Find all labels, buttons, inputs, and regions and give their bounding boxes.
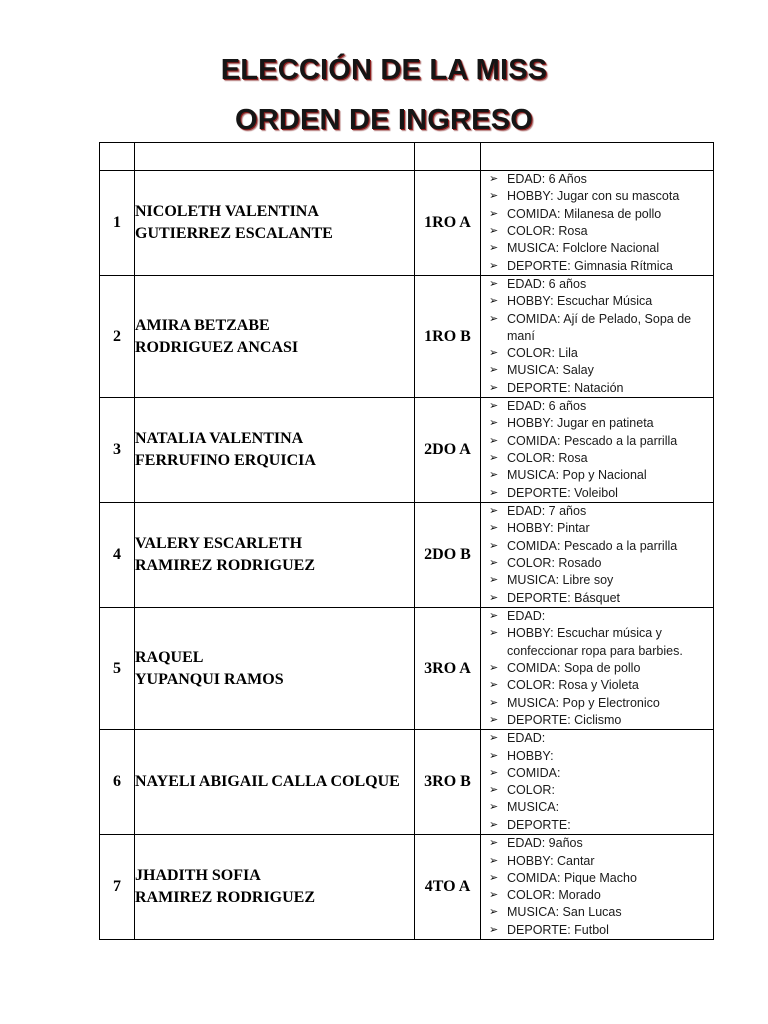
contestant-name (135, 835, 415, 940)
contestant-facts (481, 730, 714, 835)
list-item (489, 398, 713, 415)
fact-text: DEPORTE: Básquet (507, 590, 621, 605)
document-subtitle: ORDEN DE INGRESO (234, 104, 534, 136)
fact-text: EDAD: 6 años (507, 399, 587, 414)
table-row (100, 276, 714, 398)
facts-list (481, 171, 713, 275)
list-item (489, 572, 713, 589)
contestant-facts (481, 835, 714, 940)
list-item (489, 748, 713, 765)
contestant-grade: 2DO A (415, 398, 481, 503)
table-row (100, 608, 714, 730)
arrowhead-bullet-icon: ➢ (489, 190, 499, 203)
list-item (489, 345, 713, 362)
arrowhead-bullet-icon: ➢ (489, 312, 499, 325)
list-item (489, 853, 713, 870)
arrowhead-bullet-icon: ➢ (489, 400, 499, 413)
arrowhead-bullet-icon: ➢ (489, 225, 499, 237)
list-item (489, 276, 713, 293)
table-row (100, 835, 714, 940)
fact-text: COMIDA: Milanesa de pollo (507, 206, 662, 221)
contestant-name (135, 171, 415, 276)
arrowhead-bullet-icon: ➢ (489, 610, 499, 623)
arrowhead-bullet-icon: ➢ (489, 364, 499, 377)
contestant-grade: 1RO A (415, 171, 481, 276)
fact-text: COLOR: Rosa (507, 451, 588, 466)
list-item (489, 625, 713, 660)
fact-text: EDAD: 6 Años (507, 172, 587, 187)
fact-text: EDAD: (507, 609, 546, 624)
list-item (489, 362, 713, 379)
arrowhead-bullet-icon: ➢ (489, 381, 499, 394)
arrowhead-bullet-icon: ➢ (489, 696, 499, 709)
arrowhead-bullet-icon: ➢ (489, 574, 499, 587)
arrowhead-bullet-icon: ➢ (489, 417, 499, 430)
arrowhead-bullet-icon: ➢ (489, 452, 499, 465)
arrowhead-bullet-icon: ➢ (489, 906, 499, 919)
contestant-name-line2: RODRIGUEZ ANCASI (135, 338, 299, 356)
list-item (489, 887, 713, 904)
fact-text: COMIDA: Sopa de pollo (507, 660, 641, 675)
arrowhead-bullet-icon: ➢ (489, 679, 499, 692)
contestant-name-line1: NAYELI ABIGAIL CALLA COLQUE (135, 773, 400, 791)
contestant-table (99, 142, 714, 940)
arrowhead-bullet-icon: ➢ (489, 259, 499, 272)
row-number: 3 (100, 398, 135, 503)
list-item (489, 677, 713, 694)
list-item (489, 258, 713, 275)
contestant-name-line2: RAMIREZ RODRIGUEZ (135, 889, 316, 907)
fact-text: COLOR: Rosado (507, 556, 602, 571)
list-item (489, 660, 713, 677)
fact-text: DEPORTE: Futbol (507, 922, 609, 937)
facts-list (481, 503, 713, 607)
fact-text: MUSICA: Libre soy (507, 573, 614, 588)
list-item (489, 782, 713, 799)
list-item (489, 415, 713, 432)
arrowhead-bullet-icon: ➢ (489, 801, 499, 814)
list-item (489, 433, 713, 450)
contestant-facts (481, 398, 714, 503)
arrowhead-bullet-icon: ➢ (489, 486, 499, 499)
fact-text: HOBBY: Cantar (507, 853, 595, 868)
facts-list (481, 835, 713, 939)
table-header-row (100, 143, 714, 171)
facts-list (481, 276, 713, 397)
list-item (489, 240, 713, 257)
fact-text: COMIDA: (507, 765, 561, 780)
list-item (489, 450, 713, 467)
arrowhead-bullet-icon: ➢ (489, 837, 499, 850)
document-title: ELECCIÓN DE LA MISS (220, 54, 548, 86)
fact-text: COLOR: Morado (507, 888, 601, 903)
contestant-grade: 3RO A (415, 608, 481, 730)
fact-text: HOBBY: Jugar con su mascota (507, 189, 680, 204)
table-row (100, 171, 714, 276)
fact-text: COLOR: (507, 783, 555, 798)
fact-text: HOBBY: Pintar (507, 521, 590, 536)
arrowhead-bullet-icon: ➢ (489, 661, 499, 674)
fact-text: DEPORTE: Gimnasia Rítmica (507, 258, 673, 273)
fact-text: MUSICA: Pop y Electronico (507, 695, 660, 710)
list-item (489, 922, 713, 939)
arrowhead-bullet-icon: ➢ (489, 522, 499, 535)
list-item (489, 188, 713, 205)
contestant-grade: 1RO B (415, 276, 481, 398)
header-cell-number (100, 143, 135, 171)
arrowhead-bullet-icon: ➢ (489, 469, 499, 482)
list-item (489, 555, 713, 572)
list-item (489, 467, 713, 484)
fact-text: MUSICA: Pop y Nacional (507, 468, 647, 483)
contestant-grade: 3RO B (415, 730, 481, 835)
list-item (489, 311, 713, 346)
header-cell-info (481, 143, 714, 171)
list-item (489, 538, 713, 555)
list-item (489, 485, 713, 502)
list-item (489, 799, 713, 816)
fact-text: COMIDA: Pescado a la parrilla (507, 433, 678, 448)
list-item (489, 870, 713, 887)
list-item (489, 223, 713, 240)
list-item (489, 293, 713, 310)
list-item (489, 608, 713, 625)
contestant-name-line1: NICOLETH VALENTINA (135, 203, 319, 220)
list-item (489, 695, 713, 712)
arrowhead-bullet-icon: ➢ (489, 627, 499, 640)
table-row (100, 398, 714, 503)
row-number: 2 (100, 276, 135, 398)
contestant-name-line2: YUPANQUI RAMOS (135, 670, 284, 688)
fact-text: DEPORTE: Voleibol (507, 485, 618, 500)
fact-text: EDAD: 6 años (507, 277, 587, 291)
fact-text: MUSICA: Salay (507, 363, 594, 378)
fact-text: EDAD: 7 años (507, 504, 587, 519)
list-item (489, 590, 713, 607)
facts-list (481, 608, 713, 729)
contestant-name-line2: RAMIREZ RODRIGUEZ (135, 557, 316, 575)
list-item (489, 730, 713, 747)
contestant-grade: 2DO B (415, 503, 481, 608)
arrowhead-bullet-icon: ➢ (489, 591, 499, 604)
arrowhead-bullet-icon: ➢ (489, 173, 499, 186)
fact-text: HOBBY: Escuchar música y confeccionar ropa para barbies. (507, 626, 683, 658)
contestant-name-line1: VALERY ESCARLETH (135, 535, 303, 553)
contestant-name-line2: GUTIERREZ ESCALANTE (135, 225, 333, 242)
fact-text: COMIDA: Ají de Pelado, Sopa de maní (507, 311, 692, 343)
fact-text: EDAD: 9años (507, 836, 583, 851)
contestant-name (135, 276, 415, 398)
arrowhead-bullet-icon: ➢ (489, 347, 499, 360)
arrowhead-bullet-icon: ➢ (489, 295, 499, 308)
fact-text: MUSICA: Folclore Nacional (507, 241, 660, 256)
list-item (489, 835, 713, 852)
contestant-name-line1: AMIRA BETZABE (135, 316, 270, 334)
fact-text: DEPORTE: Ciclismo (507, 712, 622, 727)
facts-list (481, 730, 713, 834)
list-item (489, 171, 713, 188)
list-item (489, 520, 713, 537)
fact-text: MUSICA: (507, 800, 560, 815)
arrowhead-bullet-icon: ➢ (489, 713, 499, 726)
arrowhead-bullet-icon: ➢ (489, 871, 499, 884)
contestant-grade: 4TO A (415, 835, 481, 940)
fact-text: COLOR: Lila (507, 346, 578, 361)
row-number: 7 (100, 835, 135, 940)
list-item (489, 765, 713, 782)
fact-text: COLOR: Rosa (507, 224, 588, 238)
fact-text: HOBBY: Jugar en patineta (507, 416, 654, 431)
header-cell-name (135, 143, 415, 171)
arrowhead-bullet-icon: ➢ (489, 505, 499, 518)
arrowhead-bullet-icon: ➢ (489, 889, 499, 902)
fact-text: COMIDA: Pescado a la parrilla (507, 538, 678, 553)
arrowhead-bullet-icon: ➢ (489, 854, 499, 867)
arrowhead-bullet-icon: ➢ (489, 539, 499, 552)
table-row (100, 730, 714, 835)
list-item (489, 503, 713, 520)
arrowhead-bullet-icon: ➢ (489, 784, 499, 797)
arrowhead-bullet-icon: ➢ (489, 732, 499, 745)
arrowhead-bullet-icon: ➢ (489, 207, 499, 220)
fact-text: COMIDA: Pique Macho (507, 870, 637, 885)
contestant-name-line1: RAQUEL (135, 648, 204, 666)
list-item (489, 206, 713, 223)
contestant-name (135, 398, 415, 503)
contestant-facts (481, 171, 714, 276)
arrowhead-bullet-icon: ➢ (489, 434, 499, 447)
fact-text: HOBBY: (507, 748, 554, 763)
contestant-name (135, 730, 415, 835)
fact-text: DEPORTE: Natación (507, 380, 624, 395)
row-number: 6 (100, 730, 135, 835)
contestant-name-line1: NATALIA VALENTINA (135, 430, 304, 448)
arrowhead-bullet-icon: ➢ (489, 557, 499, 570)
fact-text: HOBBY: Escuchar Música (507, 294, 653, 309)
row-number: 5 (100, 608, 135, 730)
list-item (489, 380, 713, 397)
contestant-facts (481, 503, 714, 608)
list-item (489, 904, 713, 921)
fact-text: COLOR: Rosa y Violeta (507, 678, 639, 693)
arrowhead-bullet-icon: ➢ (489, 278, 499, 290)
contestant-name-line2: FERRUFINO ERQUICIA (135, 452, 316, 470)
fact-text: DEPORTE: (507, 817, 571, 832)
contestant-name (135, 503, 415, 608)
header-cell-grade (415, 143, 481, 171)
arrowhead-bullet-icon: ➢ (489, 242, 499, 255)
arrowhead-bullet-icon: ➢ (489, 818, 499, 831)
facts-list (481, 398, 713, 502)
fact-text: EDAD: (507, 731, 546, 746)
list-item (489, 712, 713, 729)
list-item (489, 817, 713, 834)
contestant-name (135, 608, 415, 730)
arrowhead-bullet-icon: ➢ (489, 749, 499, 762)
arrowhead-bullet-icon: ➢ (489, 766, 499, 779)
contestant-facts (481, 276, 714, 398)
arrowhead-bullet-icon: ➢ (489, 923, 499, 936)
row-number: 4 (100, 503, 135, 608)
contestant-name-line1: JHADITH SOFIA (135, 867, 261, 885)
fact-text: MUSICA: San Lucas (507, 905, 622, 920)
row-number: 1 (100, 171, 135, 276)
contestant-facts (481, 608, 714, 730)
table-row (100, 503, 714, 608)
